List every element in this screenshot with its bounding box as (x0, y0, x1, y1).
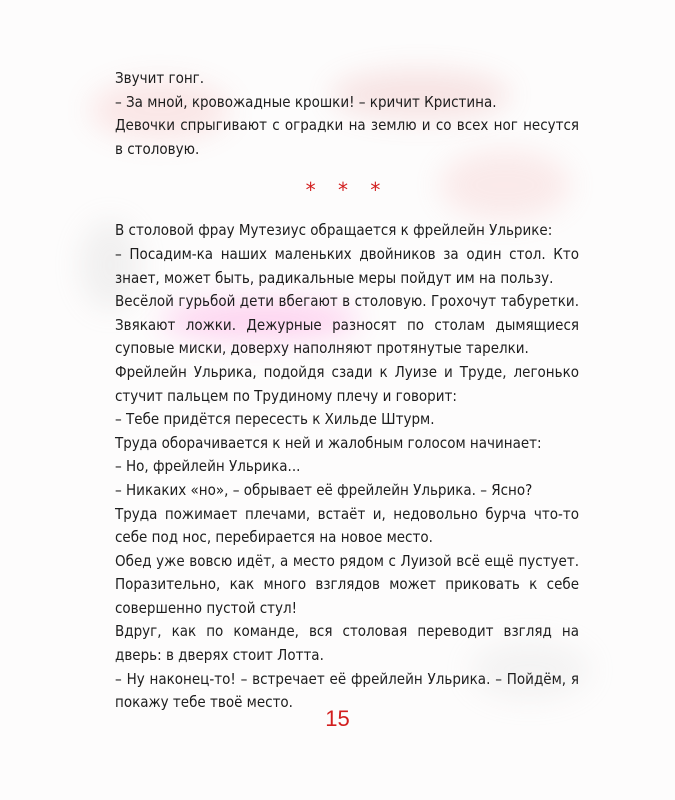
paragraph: – Посадим-ка наших маленьких двойников за один стол. Кто знает, может быть, радикальные меры пойдут им на пользу. (115, 244, 579, 287)
paragraph: – Никаких «но», – обрывает её фрейлейн Ульрика. – Ясно? (115, 480, 533, 499)
paragraph: Весёлой гурьбой дети вбегают в столовую. Грохочут табуретки. Звякают ложки. Дежурные разносят по столам дымящиеся суповые миски, доверху наполняют протянутые тарелки. (115, 292, 579, 358)
paragraph: Фрейлейн Ульрика, подойдя сзади к Луизе и Труде, легонько стучит пальцем по Трудиному плечу и говорит: (115, 362, 579, 405)
paragraph: – Ну наконец-то! – встречает её фрейлейн Ульрика. – Пойдём, я покажу тебе твоё место. (115, 669, 579, 712)
paragraph: Труда пожимает плечами, встаёт и, недовольно бурча что-то себе под нос, перебирается на новое место. (115, 504, 579, 547)
section-separator: * * * (305, 178, 389, 203)
paragraph: Вдруг, как по команде, вся столовая переводит взгляд на дверь: в дверях стоит Лотта. (115, 622, 579, 665)
paragraph: В столовой фрау Мутезиус обращается к фрейлейн Ульрике: (115, 221, 553, 240)
page-number: 15 (325, 706, 350, 731)
paragraph: Труда оборачивается к ней и жалобным голосом начинает: (115, 433, 542, 452)
paragraph: Девочки спрыгивают с оградки на землю и со всех ног несутся в столовую. (115, 116, 579, 158)
paragraph: – Тебе придётся пересесть к Хильде Штурм. (115, 410, 435, 429)
paragraph: – Но, фрейлейн Ульрика... (115, 457, 301, 476)
paragraph: – За мной, кровожадные крошки! – кричит Кристина. (115, 92, 497, 111)
paragraph: Обед уже вовсю идёт, а место рядом с Луизой всё ещё пустует. Поразительно, как много взглядов может приковать к себе совершенно пустой стул! (115, 551, 579, 617)
body-text (115, 67, 579, 715)
paragraph: Звучит гонг. (115, 69, 205, 87)
